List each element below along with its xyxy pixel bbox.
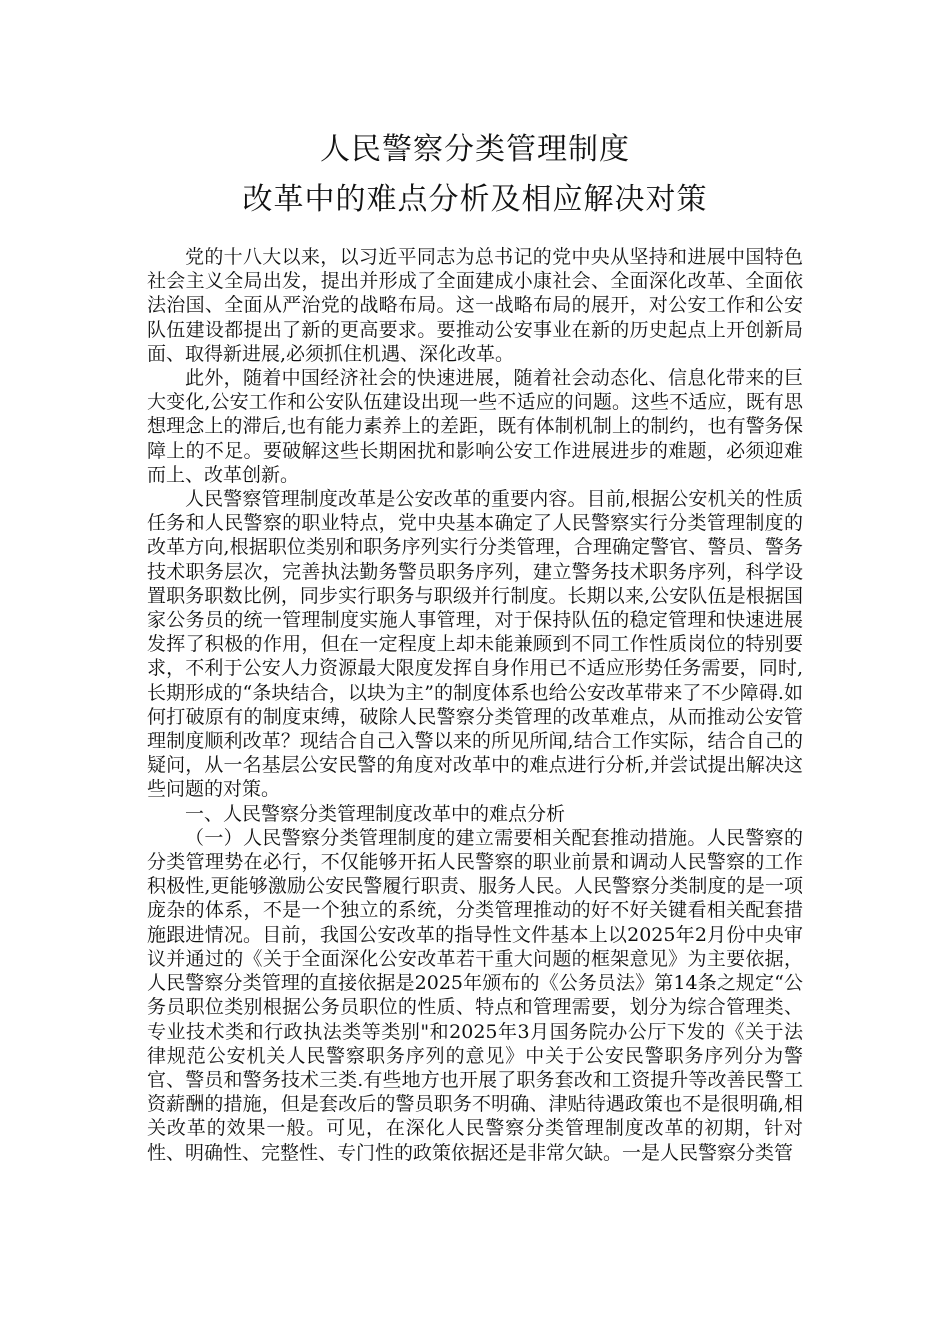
paragraph-background: 此外，随着中国经济社会的快速进展，随着社会动态化、信息化带来的巨大变化,公安工作和公安队伍建设出现一些不适应的问题。这些不适应，既有思想理念上的滞后,也有能力素养上的差距，既有体制机制上的制约，也有警务保障上的不足。要破解这些长期困扰和影响公安工作进展进步的难题，必须迎难而上、改革创新。 [147,367,803,486]
document-title-line-1: 人民警察分类管理制度 [320,132,630,167]
paragraph-reform-content: 人民警察管理制度改革是公安改革的重要内容。目前,根据公安机关的性质任务和人民警察的职业特点，党中央基本确定了人民警察实行分类管理制度的改革方向,根据职位类别和职务序列实行分类管理，合理确定警官、警员、警务技术职务层次，完善执法勤务警员职务序列，建立警务技术职务序列，科学设置职务职数比例，同步实行职务与职级并行制度。长期以来,公安队伍是根据国家公务员的统一管理制度实施人事管理，对于保持队伍的稳定管理和快速进展发挥了积极的作用，但在一定程度上却未能兼顾到不同工作性质岗位的特别要求，不利于公安人力资源最大限度发挥自身作用已不适应形势任务需要，同时,长期形成的“条块结合，以块为主”的制度体系也给公安改革带来了不少障碍.如何打破原有的制度束缚，破除人民警察分类管理的改革难点，从而推动公安管理制度顺利改革？现结合自己入警以来的所见所闻,结合工作实际，结合自己的疑问，从一名基层公安民警的角度对改革中的难点进行分析,并尝试提出解决这些问题的对策。 [147,488,803,801]
document-body [147,245,803,1165]
document-title-line-2: 改革中的难点分析及相应解决对策 [242,182,708,217]
section-heading: 一、人民警察分类管理制度改革中的难点分析 [185,802,566,825]
paragraph-intro: 党的十八大以来，以习近平同志为总书记的党中央从坚持和进展中国特色社会主义全局出发，提出并形成了全面建成小康社会、全面深化改革、全面依法治国、全面从严治党的战略布局。这一战略布局的展开，对公安工作和公安队伍建设都提出了新的更高要求。要推动公安事业在新的历史起点上开创新局面、取得新进展,必须抓住机遇、深化改革。 [147,246,803,365]
paragraph-subsection-1: （一）人民警察分类管理制度的建立需要相关配套推动措施。人民警察的分类管理势在必行，不仅能够开拓人民警察的职业前景和调动人民警察的工作积极性,更能够激励公安民警履行职责、服务人民。人民警察分类制度的是一项庞杂的体系，不是一个独立的系统，分类管理推动的好不好关键看相关配套措施跟进情况。目前，我国公安改革的指导性文件基本上以2025年2月份中央审议并通过的《关于全面深化公安改革若干重大问题的框架意见》为主要依据，人民警察分类管理的直接依据是2025年颁布的《公务员法》第14条之规定“公务员职位类别根据公务员职位的性质、特点和管理需要，划分为综合管理类、专业技术类和行政执法类等类别"和2025年3月国务院办公厅下发的《关于法律规范公安机关人民警察职务序列的意见》中关于公安民警职务序列分为警官、警员和警务技术三类.有些地方也开展了职务套改和工资提升等改善民警工资薪酬的措施，但是套改后的警员职务不明确、津贴待遇政策也不是很明确,相关改革的效果一般。可见，在深化人民警察分类管理制度改革的初期，针对性、明确性、完整性、专门性的政策依据还是非常欠缺。一是人民警察分类管 [147,826,803,1164]
